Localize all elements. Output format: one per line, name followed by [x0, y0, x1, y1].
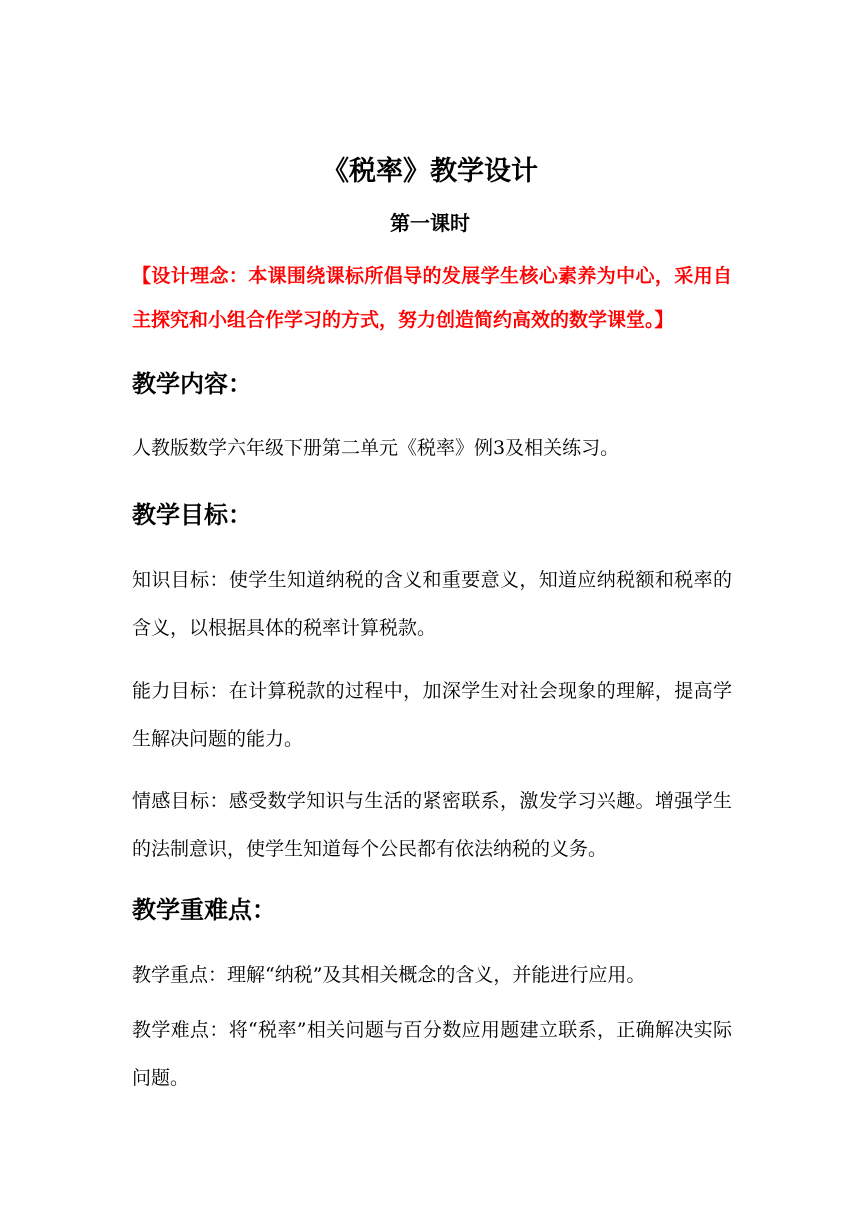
knowledge-goal-paragraph: 知识目标：使学生知道纳税的含义和重要意义，知道应纳税额和税率的含义，以根据具体的税率计算税款。: [132, 569, 732, 639]
document-title: 《税率》教学设计: [322, 156, 538, 187]
design-concept: 【设计理念：本课围绕课标所倡导的发展学生核心素养为中心，采用自主探究和小组合作学习的方式，努力创造简约高效的数学课堂。】: [132, 265, 732, 331]
section-heading-key-points: 教学重难点：: [132, 896, 276, 924]
ability-goal-paragraph: 能力目标：在计算税款的过程中，加深学生对社会现象的理解，提高学生解决问题的能力。: [132, 680, 732, 750]
emotion-goal-paragraph: 情感目标：感受数学知识与生活的紧密联系，激发学习兴趣。增强学生的法制意识，使学生知道每个公民都有依法纳税的义务。: [132, 790, 732, 860]
content-paragraph: 人教版数学六年级下册第二单元《税率》例3及相关练习。: [132, 437, 620, 459]
document-subtitle: 第一课时: [390, 211, 470, 235]
section-heading-content: 教学内容：: [132, 370, 252, 398]
teaching-difficulty-paragraph: 教学难点：将“税率”相关问题与百分数应用题建立联系，正确解决实际问题。: [132, 1019, 732, 1089]
section-heading-goals: 教学目标：: [132, 501, 252, 529]
teaching-focus-paragraph: 教学重点：理解“纳税”及其相关概念的含义，并能进行应用。: [132, 964, 646, 986]
